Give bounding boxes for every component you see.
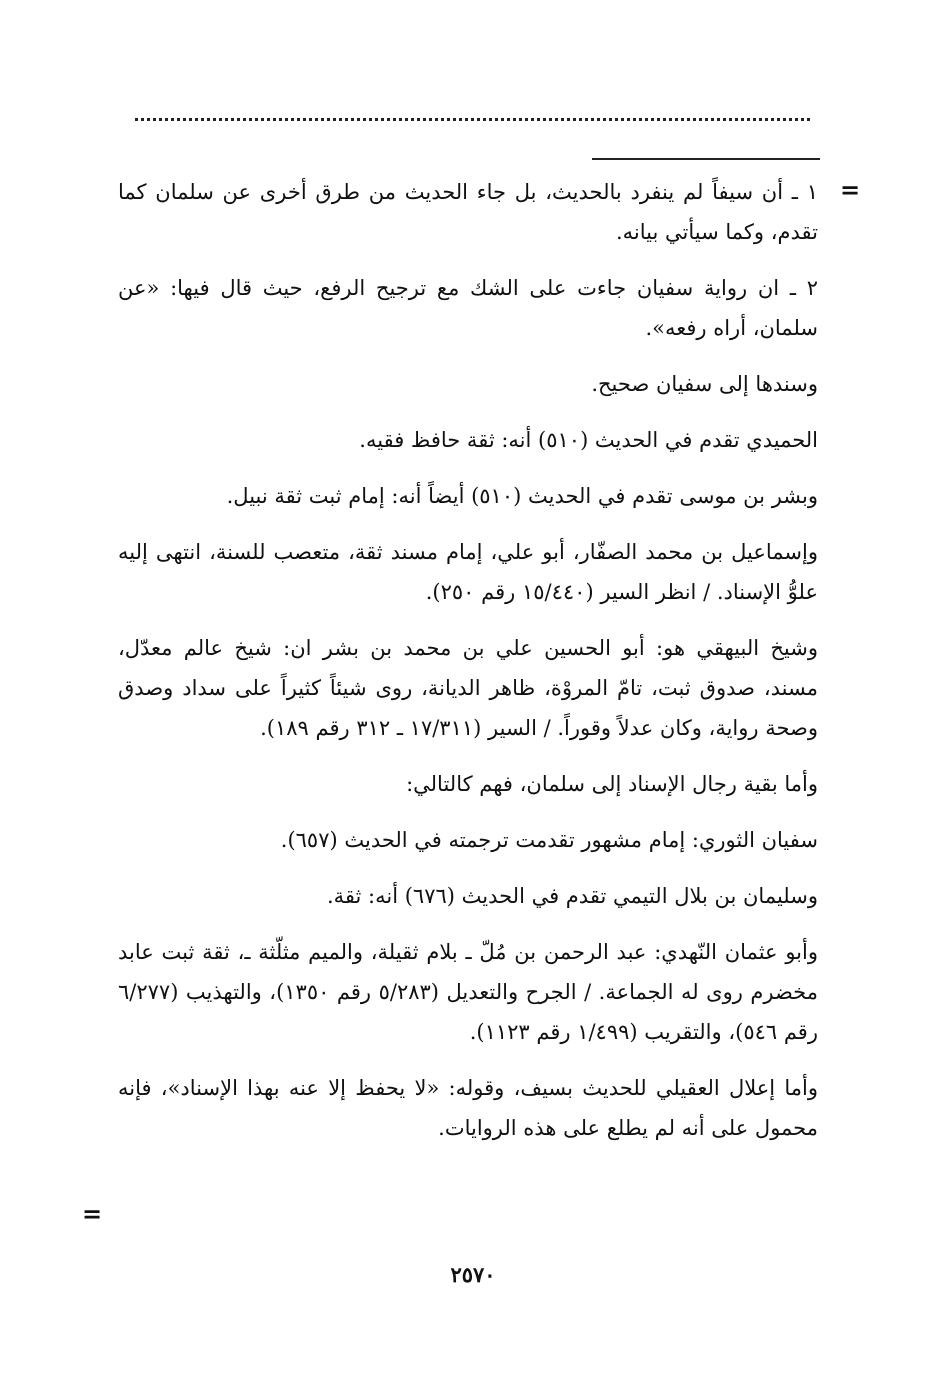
paragraph-3: وسندها إلى سفيان صحيح. [591, 372, 818, 396]
paragraph-12: وأما إعلال العقيلي للحديث بسيف، وقوله: «لا يحفظ إلا عنه بهذا الإسناد»، فإنه محمول على أنه لم يطلع على هذه الروايات. [118, 1076, 818, 1140]
paragraph-8: وأما بقية رجال الإسناد إلى سلمان، فهم كالتالي: [406, 772, 818, 796]
paragraph-11: وأبو عثمان النّهدي: عبد الرحمن بن مُلّ ـ بلام ثقيلة، والميم مثلّثة ـ، ثقة ثبت عابد مخضرم روى له الجماعة. / الجرح والتعديل (٥/٢٨٣ رقم ١٣٥٠)، والتهذيب (٦/٢٧٧ رقم ٥٤٦)، والتقريب (١/٤٩٩ رقم ١١٢٣). [118, 940, 818, 1044]
continuation-marker-top: = [840, 175, 861, 204]
paragraph-1: ١ ـ أن سيفاً لم ينفرد بالحديث، بل جاء الحديث من طرق أخرى عن سلمان كما تقدم، وكما سيأتي بيانه. [118, 180, 818, 244]
paragraph-5: وبشر بن موسى تقدم في الحديث (٥١٠) أيضاً أنه: إمام ثبت ثقة نبيل. [226, 484, 818, 508]
continuation-marker-bottom: = [82, 1199, 103, 1228]
header-dotted-rule [135, 104, 810, 121]
paragraph-10: وسليمان بن بلال التيمي تقدم في الحديث (٦٧٦) أنه: ثقة. [326, 884, 818, 908]
footnote-text-block [118, 172, 818, 1164]
paragraph-2: ٢ ـ ان رواية سفيان جاءت على الشك مع ترجيح الرفع، حيث قال فيها: «عن سلمان، أراه رفعه». [118, 276, 818, 340]
footnote-separator-rule [592, 158, 820, 160]
paragraph-7: وشيخ البيهقي هو: أبو الحسين علي بن محمد بن بشر ان: شيخ عالم معدّل، مسند، صدوق ثبت، تامّ المروْة، ظاهر الديانة، روى شيئاً كثيراً على سداد وصدق وصحة رواية، وكان عدلاً وقوراً. / السير (١٧/٣١١ ـ ٣١٢ رقم ١٨٩). [118, 636, 818, 740]
paragraph-6: وإسماعيل بن محمد الصفّار، أبو علي، إمام مسند ثقة، متعصب للسنة، انتهى إليه علوُّ الإسناد. / انظر السير (١٥/٤٤٠ رقم ٢٥٠). [118, 540, 818, 604]
page-number: ٢٥٧٠ [450, 1262, 496, 1287]
paragraph-4: الحميدي تقدم في الحديث (٥١٠) أنه: ثقة حافظ فقيه. [359, 428, 818, 452]
paragraph-9: سفيان الثوري: إمام مشهور تقدمت ترجمته في الحديث (٦٥٧). [280, 828, 818, 852]
